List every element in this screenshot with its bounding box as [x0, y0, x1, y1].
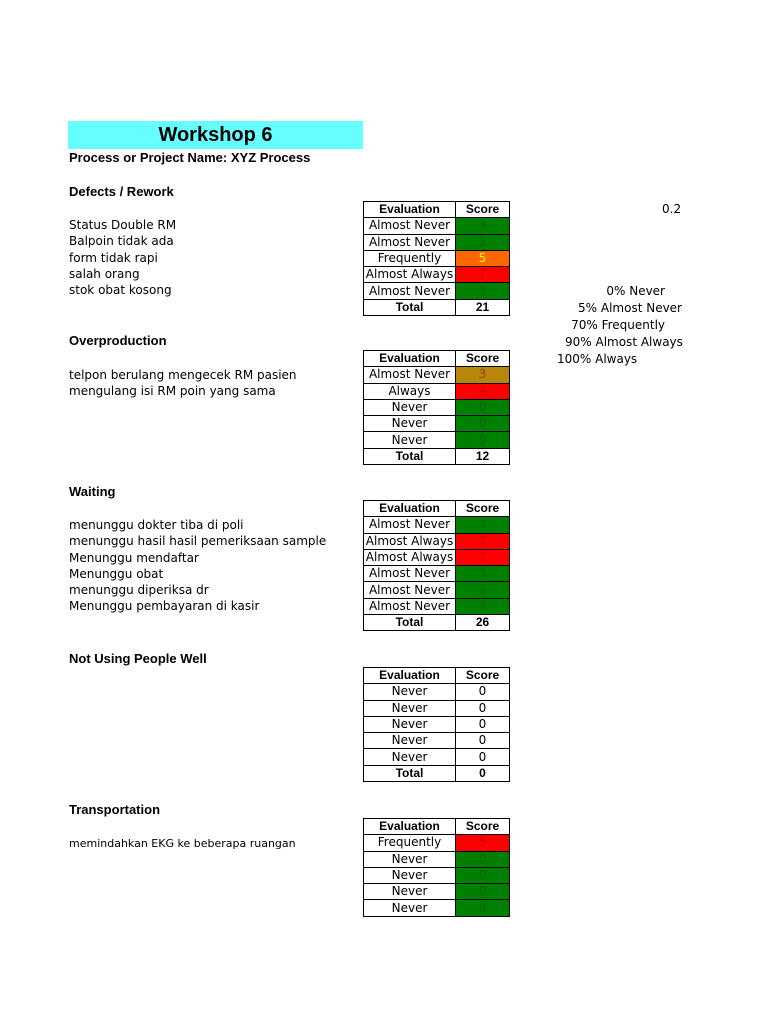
table-row	[364, 700, 510, 716]
evaluation-cell[interactable]: Never	[364, 432, 456, 448]
score-cell: 0	[456, 684, 510, 700]
header-evaluation: Evaluation	[364, 668, 456, 684]
score-cell: 3	[456, 582, 510, 598]
evaluation-cell[interactable]: Never	[364, 851, 456, 867]
score-cell: 3	[456, 517, 510, 533]
section-items-transportation	[69, 836, 296, 852]
list-item: telpon berulang mengecek RM pasien	[69, 368, 297, 382]
table-row	[364, 517, 510, 533]
total-label: Total	[364, 615, 456, 631]
top-value: 0.2	[662, 202, 682, 216]
table-row	[364, 867, 510, 883]
list-item: salah orang	[69, 266, 140, 281]
table-row	[364, 432, 510, 448]
total-label: Total	[364, 299, 456, 315]
header-evaluation: Evaluation	[364, 819, 456, 835]
evaluation-cell[interactable]: Almost Never	[364, 218, 456, 234]
evaluation-table-defects	[363, 201, 510, 316]
score-cell: 0	[456, 416, 510, 432]
scale-legend	[545, 283, 687, 368]
evaluation-cell[interactable]: Never	[364, 700, 456, 716]
evaluation-cell[interactable]: Almost Never	[364, 367, 456, 383]
table-row	[364, 549, 510, 565]
score-cell: 5	[456, 835, 510, 851]
score-cell: 0	[456, 851, 510, 867]
total-row	[364, 615, 510, 631]
table-row	[364, 234, 510, 250]
legend-item: 90% Almost Always	[565, 335, 683, 349]
list-item: mengulang isi RM poin yang sama	[69, 384, 276, 399]
section-heading-overproduction: Overproduction	[69, 333, 167, 348]
score-cell: 0	[456, 749, 510, 765]
header-evaluation: Evaluation	[364, 501, 456, 517]
score-cell: 3	[456, 566, 510, 582]
evaluation-cell[interactable]: Frequently	[364, 835, 456, 851]
table-row	[364, 716, 510, 732]
total-row	[364, 448, 510, 464]
score-cell: 3	[456, 283, 510, 299]
score-cell: 0	[456, 900, 510, 916]
evaluation-cell[interactable]: Never	[364, 733, 456, 749]
table-row	[364, 582, 510, 598]
table-row	[364, 900, 510, 916]
list-item: Status Double RM	[69, 218, 177, 232]
list-item: form tidak rapi	[69, 250, 158, 265]
evaluation-cell[interactable]: Never	[364, 399, 456, 415]
header-evaluation: Evaluation	[364, 202, 456, 218]
evaluation-cell[interactable]: Always	[364, 383, 456, 399]
evaluation-cell[interactable]: Frequently	[364, 250, 456, 266]
list-item: memindahkan EKG ke beberapa ruangan	[69, 837, 296, 850]
list-item: menunggu diperiksa dr	[69, 583, 209, 598]
evaluation-cell[interactable]: Almost Always	[364, 533, 456, 549]
section-heading-transportation: Transportation	[69, 802, 161, 817]
evaluation-cell[interactable]: Almost Always	[364, 549, 456, 565]
header-evaluation: Evaluation	[364, 351, 456, 367]
list-item: Menunggu mendaftar	[69, 550, 199, 565]
table-row	[364, 733, 510, 749]
list-item: menunggu dokter tiba di poli	[69, 518, 244, 532]
title-banner	[68, 121, 363, 149]
total-row	[364, 299, 510, 315]
table-row	[364, 218, 510, 234]
table-row	[364, 416, 510, 432]
total-value: 26	[456, 615, 510, 631]
score-cell: 7	[456, 267, 510, 283]
section-heading-people: Not Using People Well	[69, 651, 207, 666]
score-cell: 7	[456, 533, 510, 549]
section-items-overproduction	[69, 367, 297, 400]
score-cell: 5	[456, 250, 510, 266]
evaluation-table-transportation	[363, 818, 510, 917]
table-row	[364, 250, 510, 266]
evaluation-cell[interactable]: Never	[364, 900, 456, 916]
evaluation-cell[interactable]: Almost Never	[364, 598, 456, 614]
score-cell: 3	[456, 367, 510, 383]
list-item: Menunggu obat	[69, 566, 164, 581]
legend-item: 5% Almost Never	[578, 301, 682, 315]
evaluation-cell[interactable]: Never	[364, 684, 456, 700]
table-row	[364, 684, 510, 700]
table-row	[364, 367, 510, 383]
total-value: 21	[456, 299, 510, 315]
score-cell: 9	[456, 383, 510, 399]
evaluation-table-people	[363, 667, 510, 782]
table-row	[364, 851, 510, 867]
score-cell: 0	[456, 399, 510, 415]
table-row	[364, 267, 510, 283]
evaluation-cell[interactable]: Almost Always	[364, 267, 456, 283]
total-label: Total	[364, 448, 456, 464]
table-row	[364, 533, 510, 549]
score-cell: 0	[456, 867, 510, 883]
evaluation-cell[interactable]: Never	[364, 749, 456, 765]
list-item: menunggu hasil hasil pemeriksaan sample	[69, 534, 327, 549]
score-cell: 7	[456, 549, 510, 565]
table-row	[364, 835, 510, 851]
section-heading-waiting: Waiting	[69, 484, 116, 499]
score-cell: 3	[456, 234, 510, 250]
list-item: Menunggu pembayaran di kasir	[69, 599, 260, 614]
header-score: Score	[456, 819, 510, 835]
evaluation-cell[interactable]: Almost Never	[364, 283, 456, 299]
evaluation-cell[interactable]: Never	[364, 884, 456, 900]
evaluation-cell[interactable]: Almost Never	[364, 234, 456, 250]
score-cell: 0	[456, 432, 510, 448]
header-score: Score	[456, 202, 510, 218]
score-cell: 0	[456, 884, 510, 900]
table-row	[364, 283, 510, 299]
legend-item: 100% Always	[557, 352, 638, 366]
evaluation-cell[interactable]: Almost Never	[364, 566, 456, 582]
total-label: Total	[364, 765, 456, 781]
evaluation-cell[interactable]: Never	[364, 716, 456, 732]
evaluation-cell[interactable]: Almost Never	[364, 582, 456, 598]
section-items-waiting	[69, 517, 326, 615]
list-item: Balpoin tidak ada	[69, 234, 174, 249]
legend-item: 0% Never	[606, 284, 665, 298]
evaluation-cell[interactable]: Never	[364, 867, 456, 883]
score-cell: 3	[456, 598, 510, 614]
evaluation-cell[interactable]: Almost Never	[364, 517, 456, 533]
header-score: Score	[456, 351, 510, 367]
page-title: Workshop 6	[158, 123, 273, 146]
score-cell: 0	[456, 733, 510, 749]
score-cell: 0	[456, 716, 510, 732]
project-name: Process or Project Name: XYZ Process	[69, 150, 311, 165]
total-value: 12	[456, 448, 510, 464]
evaluation-table-overproduction	[363, 350, 510, 465]
header-score: Score	[456, 501, 510, 517]
table-row	[364, 749, 510, 765]
legend-item: 70% Frequently	[571, 318, 665, 332]
score-cell: 0	[456, 700, 510, 716]
section-heading-defects: Defects / Rework	[69, 184, 174, 199]
evaluation-table-waiting	[363, 500, 510, 631]
list-item: stok obat kosong	[69, 283, 172, 298]
table-row	[364, 399, 510, 415]
table-row	[364, 884, 510, 900]
table-row	[364, 383, 510, 399]
section-items-defects	[69, 217, 176, 298]
header-score: Score	[456, 668, 510, 684]
total-row	[364, 765, 510, 781]
table-row	[364, 566, 510, 582]
total-value: 0	[456, 765, 510, 781]
evaluation-cell[interactable]: Never	[364, 416, 456, 432]
table-row	[364, 598, 510, 614]
score-cell: 3	[456, 218, 510, 234]
